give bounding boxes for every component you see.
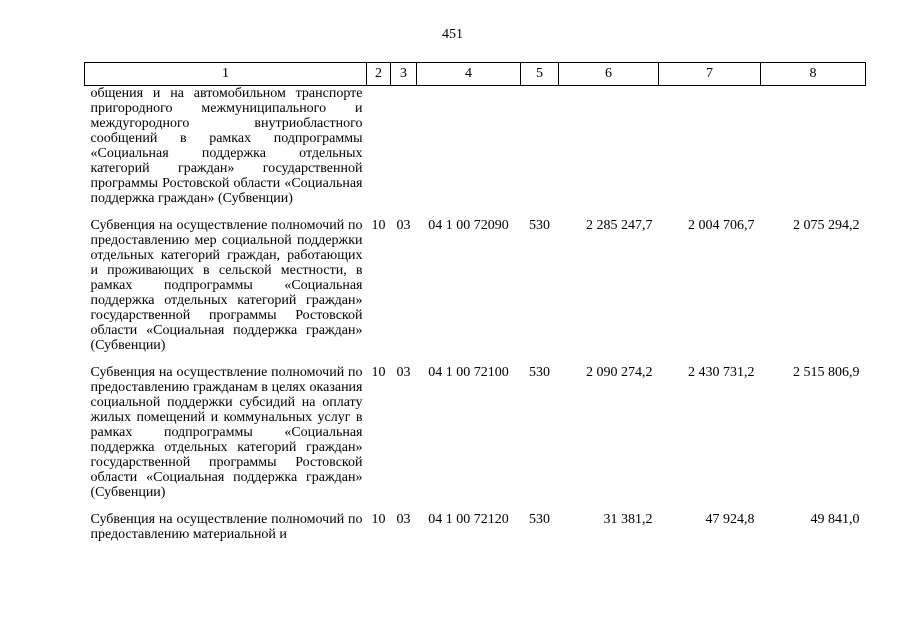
column-header: 3 xyxy=(391,63,417,86)
row-amount-col8: 49 841,0 xyxy=(810,512,860,527)
row-amount-col8 xyxy=(761,86,866,207)
row-amount-col6: 31 381,2 xyxy=(603,512,653,527)
column-header: 7 xyxy=(659,63,761,86)
row-section: 10 xyxy=(371,218,386,233)
column-header: 2 xyxy=(367,63,391,86)
row-expense-type: 530 xyxy=(529,512,550,527)
column-header: 6 xyxy=(559,63,659,86)
row-amount-col6 xyxy=(559,86,659,207)
table-row xyxy=(85,86,866,207)
page-number: 451 xyxy=(442,27,463,42)
column-header: 4 xyxy=(417,63,521,86)
column-header: 1 xyxy=(85,63,367,86)
row-expense-type: 530 xyxy=(529,365,550,380)
table-row xyxy=(85,500,866,542)
row-amount-col7 xyxy=(659,86,761,207)
row-expense-type xyxy=(521,86,559,207)
row-amount-col7: 2 430 731,2 xyxy=(688,365,755,380)
row-subsection: 03 xyxy=(396,218,411,233)
row-amount-col7: 2 004 706,7 xyxy=(688,218,755,233)
row-amount-col8: 2 075 294,2 xyxy=(793,218,860,233)
column-header: 8 xyxy=(761,63,866,86)
row-amount-col7: 47 924,8 xyxy=(705,512,755,527)
column-header: 5 xyxy=(521,63,559,86)
table-row xyxy=(85,353,866,500)
row-amount-col8: 2 515 806,9 xyxy=(793,365,860,380)
row-expense-type: 530 xyxy=(529,218,550,233)
row-target-code: 04 1 00 72120 xyxy=(428,512,509,527)
table-row xyxy=(85,206,866,353)
row-amount-col6: 2 090 274,2 xyxy=(586,365,653,380)
row-section xyxy=(367,86,391,207)
row-description: Субвенция на осуществление полномочий по предоставлению материальной и xyxy=(90,512,363,542)
row-description: Субвенция на осуществление полномочий по предоставлению гражданам в целях оказания социальной поддержки субсидий на оплату жилых помещений и коммунальных услуг в рамках подпрограммы «Социальная поддержка отдельных категорий граждан» государственной программы Ростовской области «Социальная поддержка граждан» (Субвенции) xyxy=(90,365,363,500)
budget-table xyxy=(84,62,866,542)
row-description: общения и на автомобильном транспорте пригородного межмуниципального и междугородного внутриобластного сообщений в рамках подпрограммы «Социальная поддержка отдельных категорий граждан» государственной программы Ростовской области «Социальная поддержка граждан» (Субвенции) xyxy=(90,86,363,206)
row-target-code xyxy=(417,86,521,207)
row-subsection: 03 xyxy=(396,365,411,380)
row-section: 10 xyxy=(371,365,386,380)
row-section: 10 xyxy=(371,512,386,527)
table-header-row xyxy=(85,63,866,86)
row-target-code: 04 1 00 72090 xyxy=(428,218,509,233)
row-subsection xyxy=(391,86,417,207)
row-amount-col6: 2 285 247,7 xyxy=(586,218,653,233)
row-description: Субвенция на осуществление полномочий по предоставлению мер социальной поддержки отдельных категорий граждан, работающих и проживающих в сельской местности, в рамках подпрограммы «Социальная поддержка отдельных категорий граждан» государственной программы Ростовской области «Социальная поддержка граждан» (Субвенции) xyxy=(90,218,363,353)
row-target-code: 04 1 00 72100 xyxy=(428,365,509,380)
row-subsection: 03 xyxy=(396,512,411,527)
